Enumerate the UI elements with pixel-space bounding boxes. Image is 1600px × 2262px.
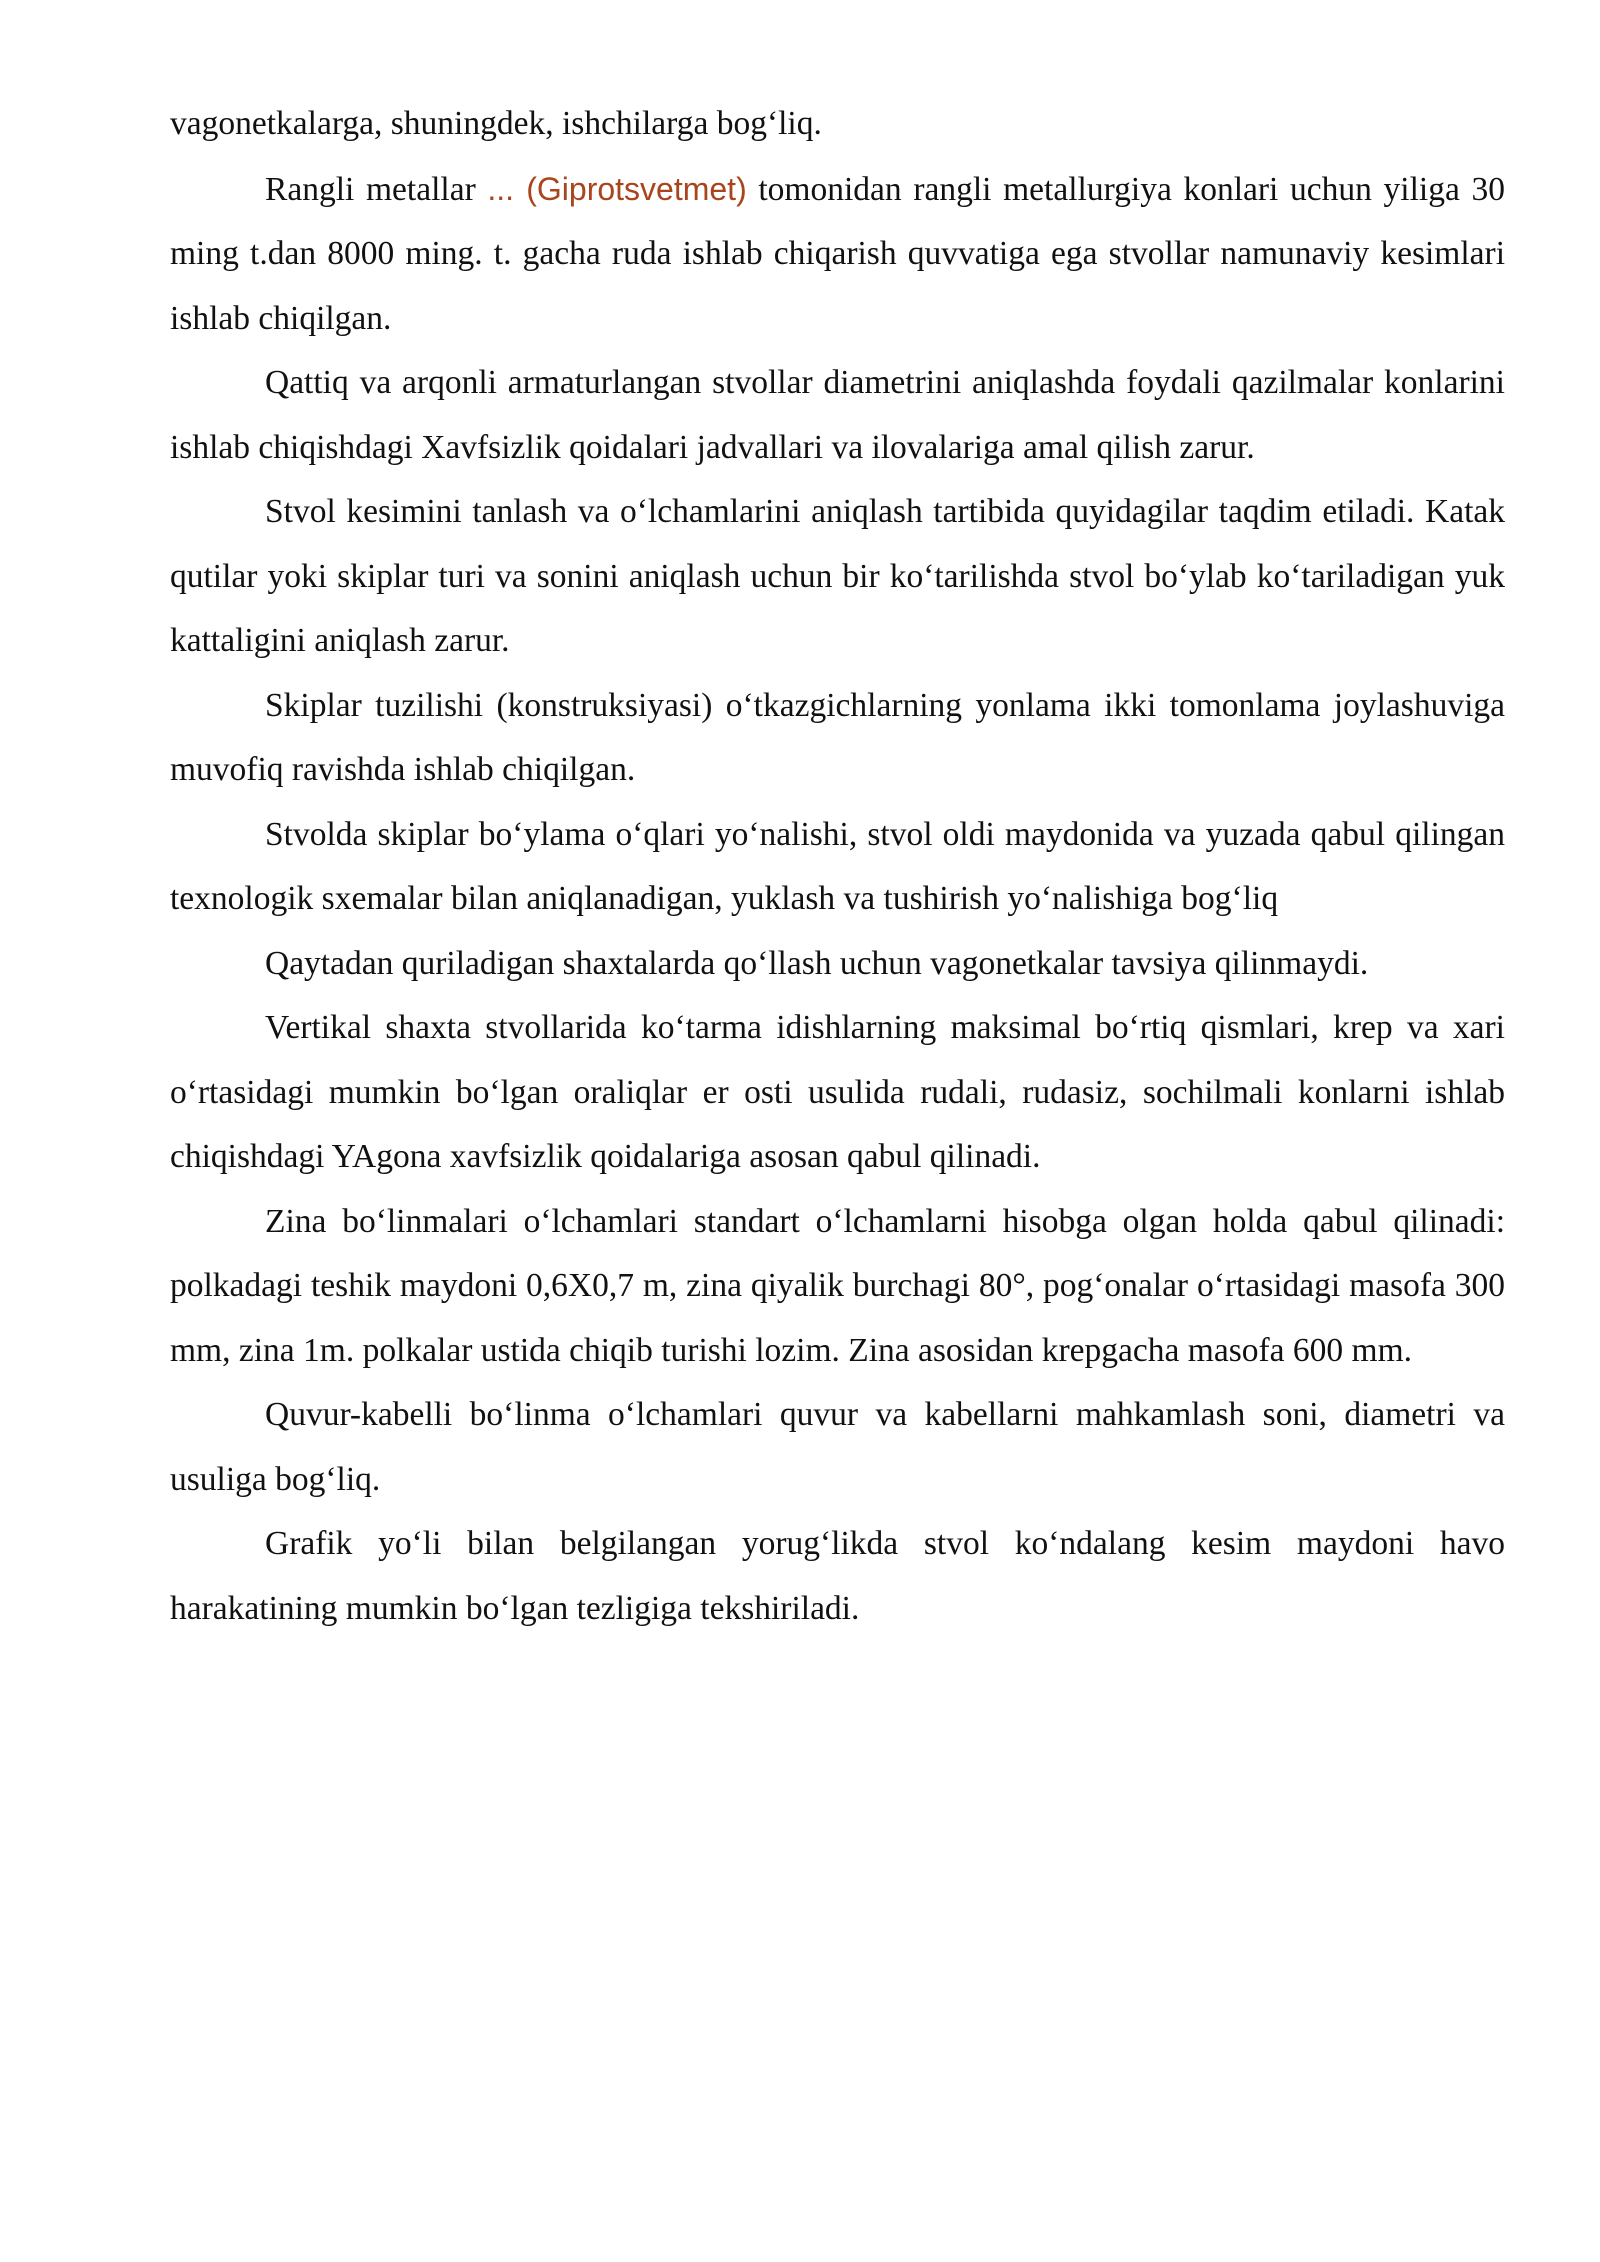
paragraph-continuation: vagonetkalarga, shuningdek, ishchilarga bog‘liq. bbox=[170, 105, 822, 142]
paragraph-armature: Qattiq va arqonli armaturlangan stvollar diametrini aniqlashda foydali qazilmalar konlarini ishlab chiqishdagi Xavfsizlik qoidalari jadvallari va ilovalariga amal qilish zarur. bbox=[170, 364, 1505, 466]
paragraph-text: tomonidan rangli metallurgiya konlari uchun yiliga 30 ming t.dan 8000 ming. t. gacha ruda ishlab chiqarish quvvatiga ega stvollar namunaviy kesimlari ishlab chiqilgan. bbox=[170, 170, 1505, 337]
paragraph-skip-construction: Skiplar tuzilishi (konstruksiyasi) o‘tkazgichlarning yonlama ikki tomonlama joylashuviga muvofiq ravishda ishlab chiqilgan. bbox=[170, 686, 1505, 788]
paragraph-vertical-shafts: Vertikal shaxta stvollarida ko‘tarma idishlarning maksimal bo‘rtiq qismlari, krep va xari o‘rtasidagi mumkin bo‘lgan oraliqlar er osti usulida rudali, rudasiz, sochilmali konlarni ishlab chiqishdagi YAgona xavfsizlik qoidalariga asosan qabul qilinadi. bbox=[170, 1009, 1505, 1175]
paragraph-cross-section-check: Grafik yo‘li bilan belgilangan yorug‘likda stvol ko‘ndalang kesim maydoni havo harakatining mumkin bo‘lgan tezligiga tekshiriladi. bbox=[170, 1525, 1505, 1627]
paragraph-section-selection: Stvol kesimini tanlash va o‘lchamlarini aniqlash tartibida quyidagilar taqdim etiladi. Katak qutilar yoki skiplar turi va sonini aniqlash uchun bir ko‘tarilishda stvol bo‘ylab ko‘tariladigan yuk kattaligini aniqlash zarur. bbox=[170, 493, 1505, 659]
paragraph-ladder-compartment: Zina bo‘linmalari o‘lchamlari standart o‘lchamlarni hisobga olgan holda qabul qilinadi: polkadagi teshik maydoni 0,6X0,7 m, zina qiyalik burchagi 80°, pog‘onalar o‘rtasidagi masofa 300 mm, zina 1m. polkalar ustida chiqib turishi lozim. Zina asosidan krepgacha masofa 600 mm. bbox=[170, 1202, 1505, 1369]
document-body bbox=[170, 92, 1505, 1641]
paragraph-wagons: Qaytadan quriladigan shaxtalarda qo‘llash uchun vagonetkalar tavsiya qilinmaydi. bbox=[265, 944, 1369, 982]
paragraph-text: Rangli metallar bbox=[265, 170, 488, 208]
paragraph-giprotsvetmet bbox=[170, 157, 1505, 352]
paragraph-skip-direction: Stvolda skiplar bo‘ylama o‘qlari yo‘nalishi, stvol oldi maydonida va yuzada qabul qilingan texnologik sxemalar bilan aniqlanadigan, yuklash va tushirish yo‘nalishiga bog‘liq bbox=[170, 815, 1505, 917]
paragraph-pipe-cable: Quvur-kabelli bo‘linma o‘lchamlari quvur va kabellarni mahkamlash soni, diametri va usuliga bog‘liq. bbox=[170, 1396, 1505, 1498]
giprotsvetmet-link[interactable]: ... (Giprotsvetmet) bbox=[487, 170, 747, 207]
